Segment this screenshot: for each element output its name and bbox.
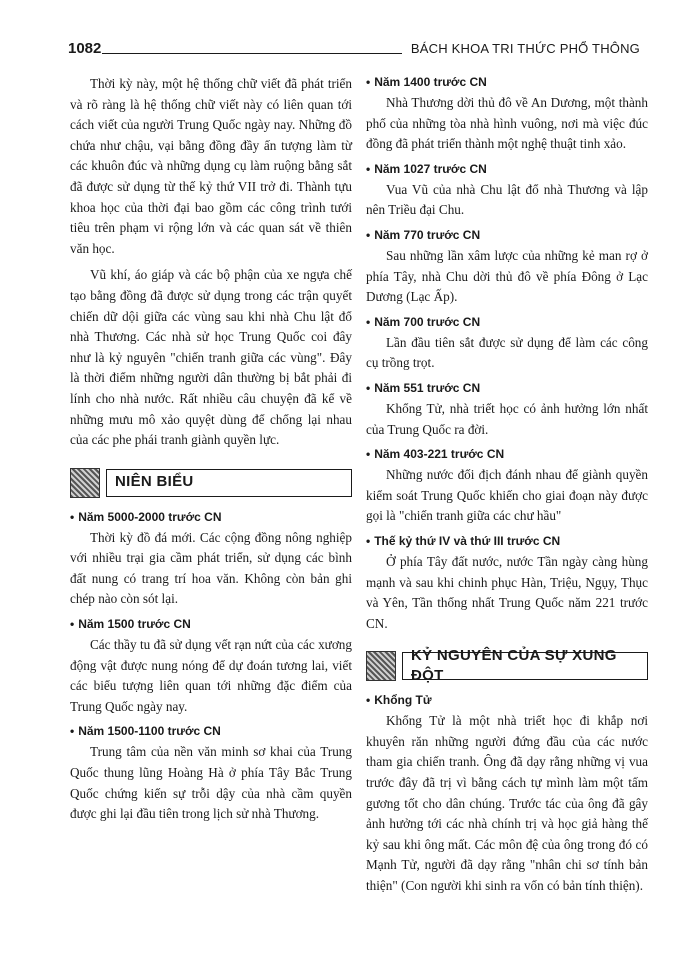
timeline-entry-text: Trung tâm của nền văn minh sơ khai của Trung Quốc thung lũng Hoàng Hà ở phía Tây Bắc Trung Quốc chứng kiến sự trỗi dậy của nhà cầm quyền được ghi lại đầu tiên trong lịch sử nhà Thương. — [70, 744, 352, 822]
timeline-entry-text: Lần đầu tiên sắt được sử dụng để làm các công cụ trồng trọt. — [366, 334, 648, 371]
section-heading-conflict — [366, 646, 648, 685]
right-column — [366, 74, 648, 903]
timeline-entry-text: Vua Vũ của nhà Chu lật đổ nhà Thương và lập nên Triều đại Chu. — [366, 181, 648, 218]
page-header — [68, 40, 640, 62]
timeline-entry-text: Nhà Thương dời thủ đô về An Dương, một thành phố của những tòa nhà hình vuông, nơi mà việc đúc đồng đã phát triển thành một nghệ thuật tinh xảo. — [366, 95, 648, 152]
timeline-entry-text: Những nước đối địch đánh nhau để giành quyền kiểm soát Trung Quốc khiến cho giai đoạn này được gọi là "chiến tranh giữa các chư hầu" — [366, 467, 648, 524]
timeline-entry-text: Ở phía Tây đất nước, nước Tần ngày càng hùng mạnh và sau khi chinh phục Hàn, Triệu, Ngụy, Thục và Yên, Tần thống nhất Trung Quốc năm 221 trước CN. — [366, 553, 648, 631]
timeline-entry-text: Thời kỳ đồ đá mới. Các cộng đồng nông nghiệp với nhiều trại gia cầm phát triển, sử dụng các bình đất nung có trang trí hoa văn. Không còn bản ghi chép nào còn sót lại. — [70, 529, 352, 607]
section-heading-timeline — [70, 467, 352, 499]
timeline-entry-label: • Năm 770 trước CN — [366, 227, 481, 242]
section-title: NIÊN BIỂU — [106, 469, 352, 497]
ornament-icon — [366, 651, 396, 681]
paragraph: Vũ khí, áo giáp và các bộ phận của xe ngựa chế tạo bằng đồng đã được sử dụng trong các trận quyết chiến dữ dội giữa các vùng sau khi nhà Chu lật đổ nhà Thương. Các nhà sử học Trung Quốc coi đây như là kỷ nguyên "chiến tranh giữa các vùng". Đây là thời điểm những người dân thường bị bắt phải đi lính cho nhà nước. Rất nhiều câu chuyện đã kể về những mưu mô xảo quyệt dùng để chống lại nhau của các phe phái tranh giành quyền lực. — [70, 267, 352, 448]
timeline-entry-label: • Năm 551 trước CN — [366, 380, 481, 395]
timeline-entry-text: Sau những lần xâm lược của những kẻ man rợ ở phía Tây, nhà Chu dời thủ đô về phía Đông ở Lạc Dương (Lạc Ấp). — [366, 247, 648, 305]
timeline-entry-label: • Năm 700 trước CN — [366, 314, 481, 329]
timeline-entry-label: • Thế kỷ thứ IV và thứ III trước CN — [366, 533, 561, 548]
subsection-label: • Khổng Tử — [366, 693, 432, 708]
timeline-entry-label: • Năm 1400 trước CN — [366, 75, 487, 89]
subsection-text: Khổng Tử là một nhà triết học đi khắp nơi khuyên răn những người đứng đầu của các nước tham gia chiến tranh. Ông đã dạy rằng những vị vua trước đây đã trị vì bằng cách tự mình làm một tấm gương tốt cho dân chúng. Trước tác của ông đã gây ảnh hưởng tới các nhà chính trị và học giả hàng thế kỷ sau khi ông mất. Các môn đệ của ông trong đó có Mạnh Tử, người đã dạy rằng "nhân chi sơ tính bản thiện" (Con người khi sinh ra vốn có bản tính thiện). — [366, 713, 648, 894]
page-number: 1082 — [68, 40, 102, 57]
timeline-entry-label: • Năm 5000-2000 trước CN — [70, 509, 222, 524]
timeline-entry-text: Khổng Tử, nhà triết học có ảnh hưởng lớn nhất của Trung Quốc ra đời. — [366, 400, 648, 437]
timeline-entry-label: • Năm 1500-1100 trước CN — [70, 724, 221, 739]
paragraph: Thời kỳ này, một hệ thống chữ viết đã phát triển và rõ ràng là hệ thống chữ viết này có liên quan tới cách viết của người Trung Quốc ngày nay. Những đồ chứa như chậu, vại bằng đồng đầy ấn tượng làm từ các khuôn đúc và những dụng cụ làm ruộng bằng sắt đã được sử dụng từ thế kỷ thứ VII trở đi. Thành tựu khoa học của thời đại bao gồm các công trình tưới tiêu trên phạm vi rộng lớn và các quan sát về thiên văn học. — [70, 76, 352, 256]
ornament-icon — [70, 468, 100, 498]
timeline-entry-label: • Năm 1027 trước CN — [366, 161, 487, 176]
header-rule — [102, 53, 402, 54]
left-column — [70, 74, 352, 831]
section-title: KỶ NGUYÊN CỦA SỰ XUNG ĐỘT — [402, 652, 648, 680]
timeline-entry-text: Các thầy tu đã sử dụng vết rạn nứt của các xương động vật được nung nóng để dự đoán tương lai, viết các biểu tượng liên quan tới những đặc điểm của Trung Quốc ngày nay. — [70, 637, 352, 714]
timeline-entry-label: • Năm 403-221 trước CN — [366, 447, 505, 462]
timeline-entry-label: • Năm 1500 trước CN — [70, 617, 191, 632]
book-title: BÁCH KHOA TRI THỨC PHỔ THÔNG — [410, 41, 640, 56]
